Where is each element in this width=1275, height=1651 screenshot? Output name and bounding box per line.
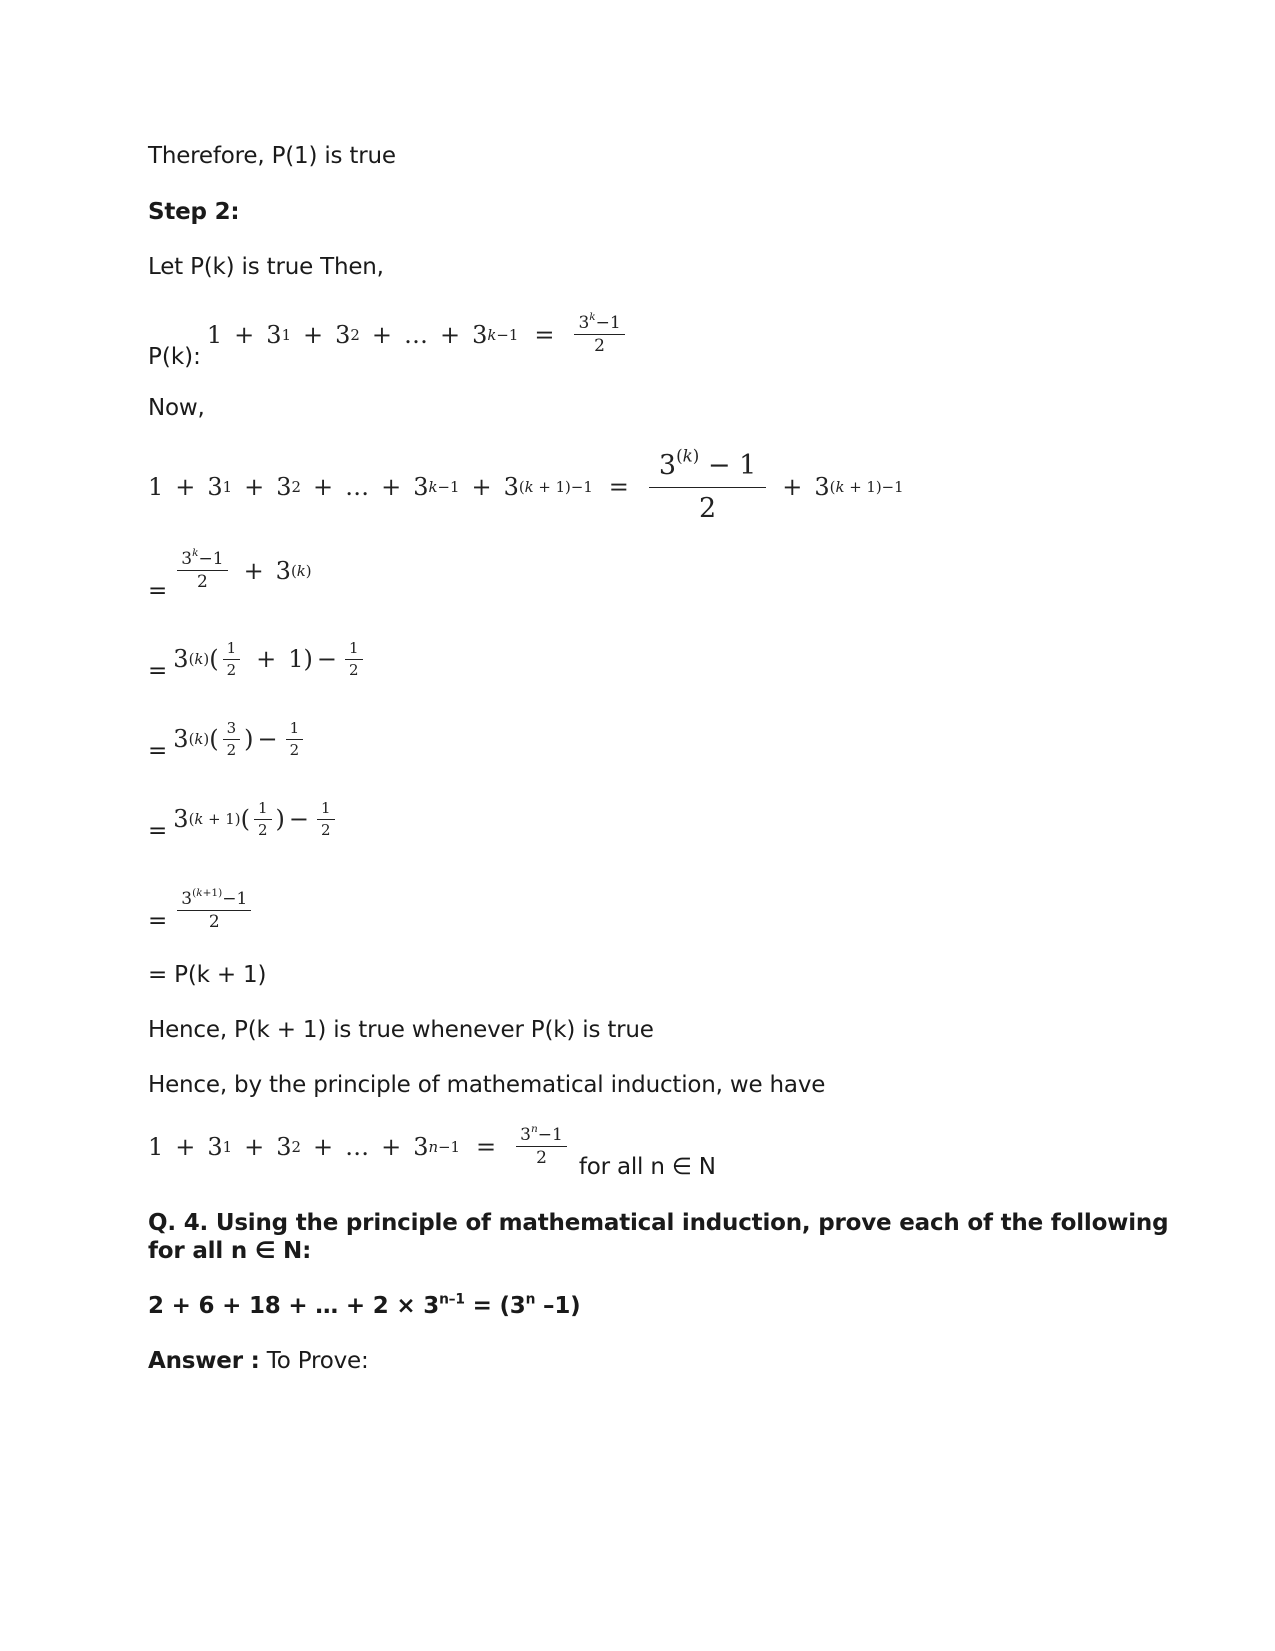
text-let-pk: Let P(k) is true Then, <box>148 254 384 280</box>
step-line-3 <box>148 708 307 764</box>
question-4-line-1: Q. 4. Using the principle of mathematical induction, prove each of the following <box>148 1210 1169 1236</box>
step-line-2 <box>148 628 367 684</box>
answer-line <box>148 1348 369 1374</box>
eq-sign-2: = <box>148 658 168 684</box>
q4-exponent-1: n–1 <box>439 1291 465 1308</box>
question-4-statement <box>148 1293 580 1319</box>
answer-label: Answer : <box>148 1348 260 1374</box>
step-formula-3: 3 (k) ( $\frac{3}{2}$ ) − $\frac{1}{2}$ <box>173 720 307 758</box>
equation-final <box>148 1122 716 1184</box>
step-formula-1: $\frac{3^k-1}{2}$ + 3 (k) <box>173 550 311 592</box>
q4-end: –1) <box>535 1293 581 1319</box>
step-line-5 <box>148 870 255 934</box>
text-hence-2: Hence, by the principle of mathematical induction, we have <box>148 1072 826 1098</box>
text-for-all: for all n ∈ N <box>578 1154 716 1180</box>
eq-sign-5: = <box>148 908 168 934</box>
eq-sign-1: = <box>148 578 168 604</box>
text-hence-1: Hence, P(k + 1) is true whenever P(k) is true <box>148 1017 654 1043</box>
text-p-k-plus-1: = P(k + 1) <box>148 962 267 988</box>
answer-text: To Prove: <box>259 1348 369 1374</box>
text-therefore: Therefore, P(1) is true <box>148 143 396 169</box>
equation-pk <box>148 310 629 370</box>
equation-sum-k-plus-1 <box>148 445 904 524</box>
step-formula-4: 3 (k + 1) ( $\frac{1}{2}$ ) − $\frac{1}{2}$ <box>173 800 338 838</box>
pk-formula: 1 + 3 1 + 3 2 + … + 3 k−1 = $\frac{3^k-1}{2}$ <box>207 314 629 356</box>
text-now: Now, <box>148 395 205 421</box>
step-line-1 <box>148 540 312 604</box>
q4-exponent-2: n <box>525 1291 536 1308</box>
sum-formula: 1 + 3 1 + 3 2 + … + 3 k−1 + 3 (k + 1)−1 = $\frac{3^{(k)} - 1}{2}$ + 3 (k + 1)−1 <box>148 445 904 524</box>
step-line-4 <box>148 788 339 844</box>
step-2-heading: Step 2: <box>148 199 240 225</box>
step-formula-2: 3 (k) ( $\frac{1}{2}$ + 1) − $\frac{1}{2}$ <box>173 640 366 678</box>
step-formula-5: $\frac{3^{(k+1)}-1}{2}$ <box>173 890 255 932</box>
final-formula: 1 + 3 1 + 3 2 + … + 3 n−1 = $\frac{3^n-1}{2}$ <box>148 1126 571 1168</box>
question-4-line-2: for all n ∈ N: <box>148 1238 312 1264</box>
eq-sign-4: = <box>148 818 168 844</box>
q4-mid: = (3 <box>464 1293 526 1319</box>
pk-label: P(k): <box>148 344 201 370</box>
q4-lhs: 2 + 6 + 18 + … + 2 × 3 <box>148 1293 440 1319</box>
eq-sign-3: = <box>148 738 168 764</box>
